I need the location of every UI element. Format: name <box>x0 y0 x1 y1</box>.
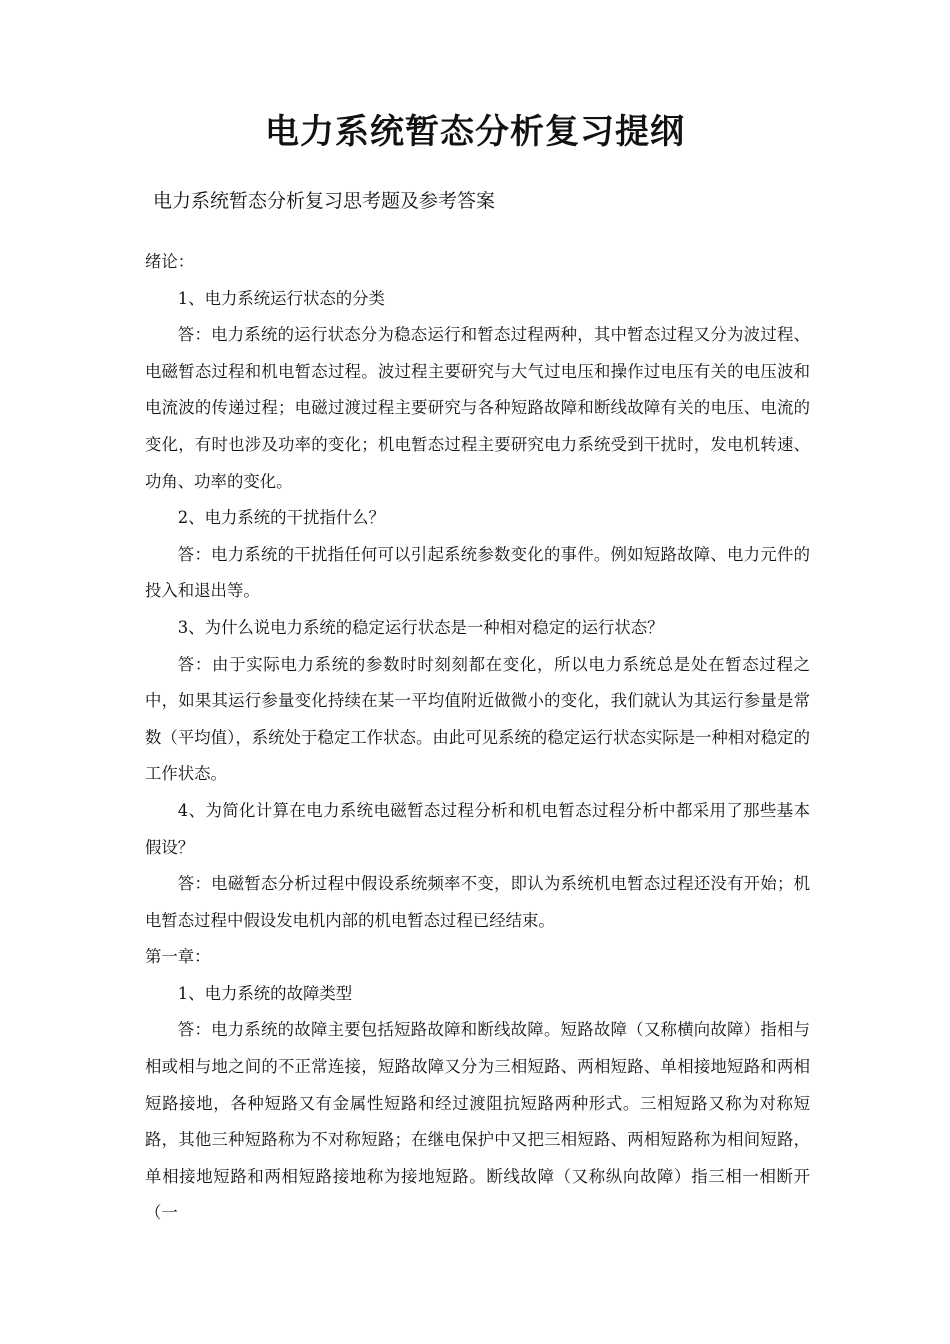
question: 1、电力系统运行状态的分类 <box>177 288 385 308</box>
section-heading: 第一章： <box>145 947 211 967</box>
question: 3、为什么说电力系统的稳定运行状态是一种相对稳定的运行状态？ <box>177 617 664 637</box>
answer: 答：由于实际电力系统的参数时时刻刻都在变化，所以电力系统总是处在暂态过程之中，如果其运行参量变化持续在某一平均值附近做微小的变化，我们就认为其运行参量是常数（平均值），系统处于稳定工作状态。由此可见系统的稳定运行状态实际是一种相对稳定的工作状态。 <box>145 654 810 784</box>
document-body <box>145 244 810 1232</box>
document-subtitle: 电力系统暂态分析复习思考题及参考答案 <box>153 190 496 212</box>
answer: 答：电力系统的运行状态分为稳态运行和暂态过程两种，其中暂态过程又分为波过程、电磁暂态过程和机电暂态过程。波过程主要研究与大气过电压和操作过电压有关的电压波和电流波的传递过程；电磁过渡过程主要研究与各种短路故障和断线故障有关的电压、电流的变化，有时也涉及功率的变化；机电暂态过程主要研究电力系统受到干扰时，发电机转速、功角、功率的变化。 <box>145 325 810 491</box>
question: 4、为简化计算在电力系统电磁暂态过程分析和机电暂态过程分析中都采用了那些基本假设？ <box>145 800 810 857</box>
answer: 答：电磁暂态分析过程中假设系统频率不变，即认为系统机电暂态过程还没有开始；机电暂态过程中假设发电机内部的机电暂态过程已经结束。 <box>145 874 810 930</box>
document-title: 电力系统暂态分析复习提纲 <box>265 112 685 152</box>
answer: 答：电力系统的干扰指任何可以引起系统参数变化的事件。例如短路故障、电力元件的投入和退出等。 <box>145 544 810 601</box>
question: 1、电力系统的故障类型 <box>177 983 353 1003</box>
section-heading: 绪论： <box>145 252 195 271</box>
answer: 答：电力系统的故障主要包括短路故障和断线故障。短路故障（又称横向故障）指相与相或相与地之间的不正常连接，短路故障又分为三相短路、两相短路、单相接地短路和两相短路接地，各种短路又有金属性短路和经过渡阻抗短路两种形式。三相短路又称为对称短路，其他三种短路称为不对称短路；在继电保护中又把三相短路、两相短路称为相间短路，单相接地短路和两相短路接地称为接地短路。断线故障（又称纵向故障）指三相一相断开（一 <box>145 1020 810 1223</box>
question: 2、电力系统的干扰指什么？ <box>177 508 385 528</box>
